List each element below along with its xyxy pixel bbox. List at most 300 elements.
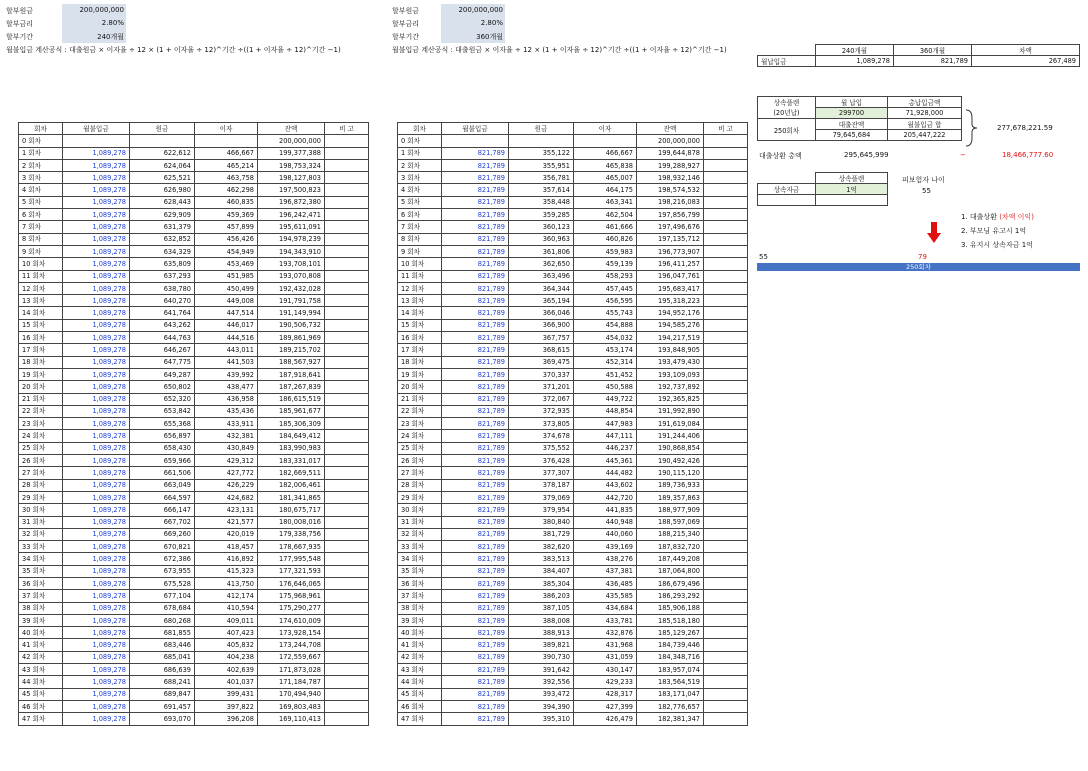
balance-cell: 194,217,519 — [637, 332, 704, 344]
balance-cell: 171,184,787 — [258, 676, 325, 688]
table-row — [398, 282, 748, 294]
principal-cell: 691,457 — [130, 700, 195, 712]
interest-cell: 405,832 — [195, 639, 258, 651]
round-cell: 12 회차 — [19, 282, 63, 294]
payment-cell: 1,089,278 — [63, 467, 130, 479]
table-row — [19, 368, 369, 380]
table-row — [398, 147, 748, 159]
table-row — [398, 602, 748, 614]
principal-cell: 378,187 — [509, 479, 574, 491]
note-cell — [704, 602, 748, 614]
payment-cell: 821,789 — [442, 541, 509, 553]
interest-cell: 464,175 — [574, 184, 637, 196]
comparison-header-240: 240개월 — [816, 45, 894, 56]
balance-cell: 192,365,825 — [637, 393, 704, 405]
left-label-rate: 할부금리 — [6, 20, 34, 28]
payment-cell: 1,089,278 — [63, 184, 130, 196]
payment-cell: 1,089,278 — [63, 147, 130, 159]
payment-cell: 1,089,278 — [63, 614, 130, 626]
note-cell — [704, 455, 748, 467]
principal-cell: 669,260 — [130, 528, 195, 540]
payment-cell: 821,789 — [442, 442, 509, 454]
principal-cell: 356,781 — [509, 172, 574, 184]
note-cell — [325, 368, 369, 380]
arrow-down-icon — [927, 222, 941, 244]
table-row — [398, 430, 748, 442]
payment-cell: 821,789 — [442, 258, 509, 270]
balance-cell: 196,773,907 — [637, 245, 704, 257]
table-row — [398, 221, 748, 233]
round-cell: 33 회차 — [398, 541, 442, 553]
table-row — [19, 245, 369, 257]
payment-cell: 1,089,278 — [63, 565, 130, 577]
note-cell — [704, 614, 748, 626]
table-row — [398, 233, 748, 245]
payment-cell: 821,789 — [442, 159, 509, 171]
right-schedule-table — [397, 122, 748, 726]
payment-cell: 821,789 — [442, 393, 509, 405]
table-row — [19, 491, 369, 503]
table-row — [398, 135, 748, 147]
interest-cell: 456,426 — [195, 233, 258, 245]
note-cell — [704, 209, 748, 221]
table-row — [398, 455, 748, 467]
payment-cell: 1,089,278 — [63, 713, 130, 725]
principal-cell: 686,639 — [130, 664, 195, 676]
note-cell — [325, 184, 369, 196]
table-row — [398, 172, 748, 184]
principal-cell: 680,268 — [130, 614, 195, 626]
round-cell: 16 회차 — [19, 332, 63, 344]
table-row — [398, 614, 748, 626]
note-cell — [704, 676, 748, 688]
round-cell: 30 회차 — [398, 504, 442, 516]
table-row — [19, 319, 369, 331]
interest-cell: 459,369 — [195, 209, 258, 221]
table-row — [398, 344, 748, 356]
note-cell — [704, 541, 748, 553]
note-cell — [704, 344, 748, 356]
insured-age-value: 55 — [922, 187, 931, 195]
principal-cell: 385,304 — [509, 577, 574, 589]
plan-total-value: 71,928,000 — [888, 108, 962, 119]
balance-cell: 180,008,016 — [258, 516, 325, 528]
note-cell — [325, 135, 369, 147]
payment-cell: 1,089,278 — [63, 639, 130, 651]
col-header-interest: 이자 — [574, 123, 637, 135]
round-cell: 36 회차 — [398, 577, 442, 589]
balance-cell: 197,496,676 — [637, 221, 704, 233]
interest-cell: 441,835 — [574, 504, 637, 516]
note-1 — [961, 212, 1034, 222]
round-cell: 21 회차 — [19, 393, 63, 405]
table-row — [19, 393, 369, 405]
note-cell — [325, 270, 369, 282]
round-cell: 24 회차 — [398, 430, 442, 442]
table-row — [398, 676, 748, 688]
payment-cell: 1,089,278 — [63, 221, 130, 233]
table-row — [19, 627, 369, 639]
interest-cell: 399,431 — [195, 688, 258, 700]
round-cell: 25 회차 — [398, 442, 442, 454]
balance-cell: 185,518,180 — [637, 614, 704, 626]
balance-cell: 186,679,496 — [637, 577, 704, 589]
table-row — [398, 553, 748, 565]
interest-cell: 450,499 — [195, 282, 258, 294]
round-cell: 19 회차 — [398, 368, 442, 380]
note-cell — [704, 196, 748, 208]
round-cell: 10 회차 — [19, 258, 63, 270]
principal-cell: 371,201 — [509, 381, 574, 393]
table-row — [19, 528, 369, 540]
balance-cell: 188,215,340 — [637, 528, 704, 540]
interest-cell: 451,985 — [195, 270, 258, 282]
note-cell — [704, 405, 748, 417]
round-cell: 27 회차 — [19, 467, 63, 479]
principal-cell: 628,443 — [130, 196, 195, 208]
table-row — [19, 172, 369, 184]
round-cell: 20 회차 — [19, 381, 63, 393]
round-cell: 40 회차 — [398, 627, 442, 639]
balance-cell: 193,070,808 — [258, 270, 325, 282]
balance-cell: 198,932,146 — [637, 172, 704, 184]
comparison-240-value: 1,089,278 — [816, 56, 894, 67]
table-row — [19, 418, 369, 430]
note-cell — [704, 430, 748, 442]
note-cell — [325, 614, 369, 626]
interest-cell: 438,276 — [574, 553, 637, 565]
payment-cell: 821,789 — [442, 184, 509, 196]
note-cell — [704, 577, 748, 589]
interest-cell: 450,588 — [574, 381, 637, 393]
note-cell — [325, 528, 369, 540]
plan2-header: 상속플랜 — [816, 173, 888, 184]
interest-cell: 446,017 — [195, 319, 258, 331]
payment-cell: 1,089,278 — [63, 553, 130, 565]
interest-cell: 416,892 — [195, 553, 258, 565]
principal-cell: 673,955 — [130, 565, 195, 577]
right-value-rate: 2.80% — [480, 19, 503, 27]
note-cell — [325, 282, 369, 294]
balance-cell: 189,357,863 — [637, 491, 704, 503]
payment-cell: 1,089,278 — [63, 651, 130, 663]
plan-round-label: 250회차 — [758, 119, 816, 141]
round-cell: 38 회차 — [19, 602, 63, 614]
interest-cell: 430,849 — [195, 442, 258, 454]
principal-cell: 369,475 — [509, 356, 574, 368]
table-row — [398, 270, 748, 282]
table-row — [398, 381, 748, 393]
note-cell — [704, 245, 748, 257]
note-cell — [325, 627, 369, 639]
round-cell: 47 회차 — [398, 713, 442, 725]
interest-cell: 453,469 — [195, 258, 258, 270]
round-cell: 8 회차 — [398, 233, 442, 245]
payment-cell: 1,089,278 — [63, 172, 130, 184]
interest-cell: 427,772 — [195, 467, 258, 479]
note-cell — [325, 245, 369, 257]
col-header-payment: 월불입금 — [63, 123, 130, 135]
note-cell — [704, 319, 748, 331]
round-cell: 23 회차 — [19, 418, 63, 430]
round-cell: 9 회차 — [398, 245, 442, 257]
payment-cell: 821,789 — [442, 233, 509, 245]
principal-cell: 367,757 — [509, 332, 574, 344]
note-cell — [325, 393, 369, 405]
principal-cell: 663,049 — [130, 479, 195, 491]
left-formula: 월불입금 계산공식 : 대출원금 × 이자율 ÷ 12 × (1 + 이자율 ÷ 12)^기간 ÷((1 + 이자율 ÷ 12)^기간 −1) — [6, 46, 341, 54]
payment-cell: 821,789 — [442, 196, 509, 208]
note-cell — [704, 565, 748, 577]
principal-cell: 640,270 — [130, 295, 195, 307]
interest-cell: 440,948 — [574, 516, 637, 528]
interest-cell: 432,381 — [195, 430, 258, 442]
balance-cell: 184,348,716 — [637, 651, 704, 663]
comparison-header-360: 360개월 — [894, 45, 972, 56]
table-row — [398, 356, 748, 368]
balance-cell: 178,667,935 — [258, 541, 325, 553]
principal-cell: 383,513 — [509, 553, 574, 565]
payment-cell: 821,789 — [442, 713, 509, 725]
round-cell: 34 회차 — [19, 553, 63, 565]
payment-cell: 1,089,278 — [63, 700, 130, 712]
balance-cell: 193,708,101 — [258, 258, 325, 270]
note-1-text: 1. 대출상환 — [961, 213, 997, 221]
col-header-payment: 월불입금 — [442, 123, 509, 135]
payment-cell: 821,789 — [442, 528, 509, 540]
interest-cell — [195, 135, 258, 147]
round-cell: 6 회차 — [398, 209, 442, 221]
round-cell: 1 회차 — [19, 147, 63, 159]
interest-cell: 454,032 — [574, 332, 637, 344]
interest-cell: 440,060 — [574, 528, 637, 540]
balance-cell: 175,290,277 — [258, 602, 325, 614]
payment-cell: 821,789 — [442, 368, 509, 380]
table-row — [19, 233, 369, 245]
principal-cell: 638,780 — [130, 282, 195, 294]
table-row — [19, 221, 369, 233]
right-label-rate: 할부금리 — [392, 20, 420, 28]
plan-title: 상속플랜 (20년납) — [758, 97, 816, 119]
payment-cell: 821,789 — [442, 467, 509, 479]
interest-cell: 439,169 — [574, 541, 637, 553]
round-cell: 22 회차 — [398, 405, 442, 417]
plan-total-label: 총납입금액 — [888, 97, 962, 108]
table-row — [398, 332, 748, 344]
payment-cell: 821,789 — [442, 664, 509, 676]
right-value-period: 360개월 — [476, 33, 503, 41]
note-cell — [704, 295, 748, 307]
payment-cell: 1,089,278 — [63, 356, 130, 368]
right-formula: 월불입금 계산공식 : 대출원금 × 이자율 ÷ 12 × (1 + 이자율 ÷ 12)^기간 ÷((1 + 이자율 ÷ 12)^기간 −1) — [392, 46, 727, 54]
payment-cell: 821,789 — [442, 405, 509, 417]
balance-cell: 186,293,292 — [637, 590, 704, 602]
principal-cell: 664,597 — [130, 491, 195, 503]
principal-cell: 380,840 — [509, 516, 574, 528]
payment-cell: 1,089,278 — [63, 295, 130, 307]
round-cell: 38 회차 — [398, 602, 442, 614]
table-row — [19, 713, 369, 725]
principal-cell: 392,556 — [509, 676, 574, 688]
interest-cell: 452,314 — [574, 356, 637, 368]
table-row — [398, 627, 748, 639]
note-cell — [704, 307, 748, 319]
payment-cell: 821,789 — [442, 700, 509, 712]
round-cell: 32 회차 — [398, 528, 442, 540]
note-cell — [325, 344, 369, 356]
interest-cell: 442,720 — [574, 491, 637, 503]
interest-cell: 437,381 — [574, 565, 637, 577]
balance-cell: 195,683,417 — [637, 282, 704, 294]
plan-balance-value: 79,645,684 — [816, 130, 888, 141]
principal-cell: 379,954 — [509, 504, 574, 516]
interest-cell: 418,457 — [195, 541, 258, 553]
balance-cell: 188,977,909 — [637, 504, 704, 516]
right-label-principal: 할부원금 — [392, 7, 420, 15]
principal-cell: 355,122 — [509, 147, 574, 159]
note-cell — [704, 504, 748, 516]
table-row — [19, 258, 369, 270]
table-row — [19, 442, 369, 454]
interest-cell: 407,423 — [195, 627, 258, 639]
balance-cell: 184,739,446 — [637, 639, 704, 651]
principal-cell: 644,763 — [130, 332, 195, 344]
round-cell: 8 회차 — [19, 233, 63, 245]
interest-cell: 449,722 — [574, 393, 637, 405]
balance-cell: 199,644,878 — [637, 147, 704, 159]
table-row — [398, 688, 748, 700]
interest-cell: 429,312 — [195, 455, 258, 467]
note-cell — [704, 479, 748, 491]
table-row — [398, 442, 748, 454]
payment-cell — [442, 135, 509, 147]
table-row — [19, 541, 369, 553]
note-cell — [704, 233, 748, 245]
table-row — [19, 307, 369, 319]
round-cell: 29 회차 — [398, 491, 442, 503]
balance-cell: 175,968,961 — [258, 590, 325, 602]
payment-cell: 821,789 — [442, 565, 509, 577]
payment-cell: 1,089,278 — [63, 516, 130, 528]
note-cell — [325, 233, 369, 245]
payment-cell: 1,089,278 — [63, 541, 130, 553]
principal-cell: 395,310 — [509, 713, 574, 725]
round-cell: 45 회차 — [19, 688, 63, 700]
interest-cell: 412,174 — [195, 590, 258, 602]
round-cell: 9 회차 — [19, 245, 63, 257]
round-cell: 0 회차 — [19, 135, 63, 147]
round-cell: 4 회차 — [19, 184, 63, 196]
note-cell — [325, 651, 369, 663]
round-cell: 21 회차 — [398, 393, 442, 405]
note-cell — [325, 209, 369, 221]
round-cell: 0 회차 — [398, 135, 442, 147]
principal-cell: 373,805 — [509, 418, 574, 430]
payment-cell: 821,789 — [442, 381, 509, 393]
table-row — [398, 713, 748, 725]
repay-total-value: 295,645,999 — [844, 151, 889, 159]
interest-cell: 423,131 — [195, 504, 258, 516]
table-row — [19, 455, 369, 467]
interest-cell: 426,479 — [574, 713, 637, 725]
balance-cell: 189,215,702 — [258, 344, 325, 356]
payment-cell: 1,089,278 — [63, 590, 130, 602]
round-cell: 40 회차 — [19, 627, 63, 639]
balance-cell: 195,611,091 — [258, 221, 325, 233]
note-cell — [325, 455, 369, 467]
round-cell: 1 회차 — [398, 147, 442, 159]
round-cell: 17 회차 — [19, 344, 63, 356]
col-header-balance: 잔액 — [258, 123, 325, 135]
note-cell — [325, 147, 369, 159]
table-row — [19, 159, 369, 171]
interest-cell: 436,485 — [574, 577, 637, 589]
principal-cell: 670,821 — [130, 541, 195, 553]
interest-cell: 447,514 — [195, 307, 258, 319]
payment-cell: 821,789 — [442, 688, 509, 700]
interest-cell: 434,684 — [574, 602, 637, 614]
table-row — [398, 258, 748, 270]
payment-cell: 821,789 — [442, 504, 509, 516]
comparison-table — [757, 44, 1080, 67]
principal-cell: 661,506 — [130, 467, 195, 479]
payment-cell: 821,789 — [442, 245, 509, 257]
round-cell: 33 회차 — [19, 541, 63, 553]
round-cell: 41 회차 — [19, 639, 63, 651]
interest-cell: 429,233 — [574, 676, 637, 688]
timeline-end: 79 — [918, 253, 927, 261]
note-cell — [704, 221, 748, 233]
note-cell — [325, 541, 369, 553]
col-header-note: 비 고 — [704, 123, 748, 135]
round-cell: 15 회차 — [19, 319, 63, 331]
principal-cell: 646,267 — [130, 344, 195, 356]
payment-cell: 821,789 — [442, 270, 509, 282]
left-value-rate: 2.80% — [101, 19, 124, 27]
note-cell — [704, 467, 748, 479]
principal-cell: 675,528 — [130, 577, 195, 589]
col-header-principal: 원금 — [509, 123, 574, 135]
principal-cell: 666,147 — [130, 504, 195, 516]
payment-cell: 1,089,278 — [63, 442, 130, 454]
payment-cell: 1,089,278 — [63, 627, 130, 639]
principal-cell: 689,847 — [130, 688, 195, 700]
principal-cell: 360,123 — [509, 221, 574, 233]
timeline-bar: 250회차 — [757, 263, 1080, 271]
table-row — [398, 700, 748, 712]
note-cell — [325, 479, 369, 491]
round-cell: 3 회차 — [398, 172, 442, 184]
principal-cell: 667,702 — [130, 516, 195, 528]
principal-cell: 631,379 — [130, 221, 195, 233]
note-cell — [325, 467, 369, 479]
note-cell — [704, 491, 748, 503]
balance-cell: 189,861,969 — [258, 332, 325, 344]
right-label-period: 할부기간 — [392, 33, 420, 41]
note-cell — [704, 651, 748, 663]
principal-cell: 366,046 — [509, 307, 574, 319]
balance-cell: 185,129,267 — [637, 627, 704, 639]
note-cell — [704, 332, 748, 344]
interest-cell: 446,237 — [574, 442, 637, 454]
balance-cell: 183,990,983 — [258, 442, 325, 454]
principal-cell: 647,775 — [130, 356, 195, 368]
principal-cell: 374,678 — [509, 430, 574, 442]
round-cell: 13 회차 — [19, 295, 63, 307]
payment-cell: 821,789 — [442, 479, 509, 491]
note-cell — [325, 332, 369, 344]
interest-cell: 460,835 — [195, 196, 258, 208]
